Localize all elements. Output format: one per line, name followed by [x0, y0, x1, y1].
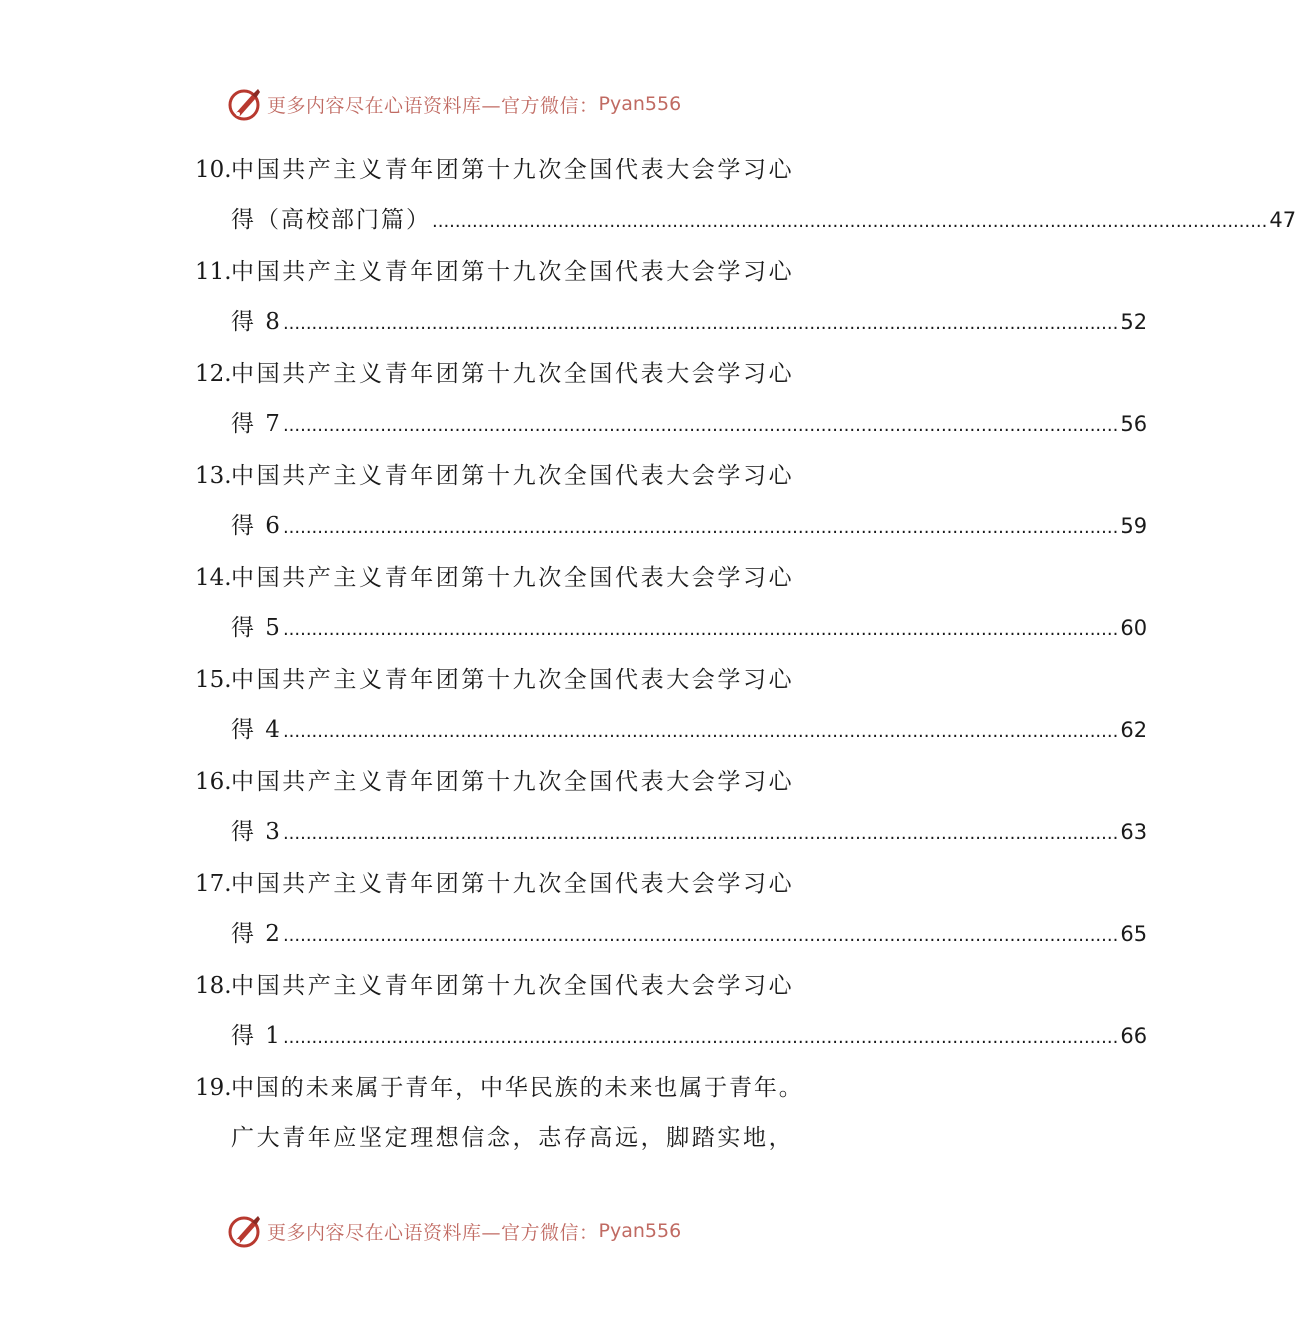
- toc-entry[interactable]: [195, 451, 1148, 553]
- entry-number: 16.: [195, 769, 232, 795]
- entry-title-cont: 得（高校部门篇）: [231, 207, 431, 233]
- toc-entry[interactable]: [195, 757, 1148, 859]
- entry-number: 19.: [195, 1075, 232, 1101]
- entry-title-cont: 得 1: [231, 1023, 282, 1049]
- banner-text: 更多内容尽在心语资料库—官方微信：: [267, 94, 599, 117]
- entry-number: 18.: [195, 973, 232, 999]
- pen-logo-icon: [227, 86, 263, 122]
- banner-wechat-id: Pyan556: [598, 1220, 682, 1242]
- page-number: 65: [1120, 922, 1148, 946]
- page-number: 59: [1120, 514, 1148, 538]
- entry-title: 中国共产主义青年团第十九次全国代表大会学习心: [231, 157, 795, 183]
- entry-title: 中国共产主义青年团第十九次全国代表大会学习心: [231, 565, 795, 591]
- page-number: 52: [1120, 310, 1148, 334]
- dot-leader: ..................................................................................................................................................: [282, 313, 1119, 334]
- entry-title: 中国共产主义青年团第十九次全国代表大会学习心: [231, 259, 795, 285]
- dot-leader: ..................................................................................................................................................: [282, 517, 1119, 538]
- entry-number: 17.: [195, 871, 232, 897]
- entry-title-cont: 得 4: [231, 717, 282, 743]
- dot-leader: ..................................................................................................................................................: [282, 1027, 1119, 1048]
- entry-title: 中国共产主义青年团第十九次全国代表大会学习心: [231, 871, 795, 897]
- entry-title-cont: 得 8: [231, 309, 282, 335]
- list-item-paragraph: [195, 1063, 815, 1163]
- toc-entry[interactable]: [195, 859, 1148, 961]
- entry-title-cont: 得 3: [231, 819, 282, 845]
- toc-entry[interactable]: [195, 655, 1148, 757]
- pen-logo-icon: [227, 1213, 263, 1249]
- entry-number: 15.: [195, 667, 232, 693]
- dot-leader: ..................................................................................................................................................: [432, 211, 1268, 232]
- toc-entry[interactable]: [195, 349, 1148, 451]
- entry-number: 11.: [195, 259, 232, 285]
- paragraph-line: 中国的未来属于青年，中华民族的未来也属于青年。: [231, 1075, 804, 1101]
- entry-number: 10.: [195, 157, 232, 183]
- dot-leader: ..................................................................................................................................................: [282, 823, 1119, 844]
- banner-wechat-id: Pyan556: [598, 93, 682, 115]
- banner-text: 更多内容尽在心语资料库—官方微信：: [267, 1221, 599, 1244]
- entry-title: 中国共产主义青年团第十九次全国代表大会学习心: [231, 667, 795, 693]
- entry-number: 12.: [195, 361, 232, 387]
- entry-title: 中国共产主义青年团第十九次全国代表大会学习心: [231, 973, 795, 999]
- header-banner: [227, 84, 681, 124]
- toc-entry[interactable]: [195, 247, 1148, 349]
- entry-title-cont: 得 5: [231, 615, 282, 641]
- entry-title: 中国共产主义青年团第十九次全国代表大会学习心: [231, 769, 795, 795]
- paragraph-line: 广大青年应坚定理想信念，志存高远，脚踏实地，: [231, 1125, 795, 1151]
- page-number: 47: [1269, 208, 1296, 232]
- toc-entry[interactable]: [195, 961, 1148, 1063]
- entry-number: 14.: [195, 565, 232, 591]
- entry-title-cont: 得 6: [231, 513, 282, 539]
- page-number: 60: [1120, 616, 1148, 640]
- entry-title-cont: 得 2: [231, 921, 282, 947]
- table-of-contents: [195, 145, 1296, 1163]
- dot-leader: ..................................................................................................................................................: [282, 721, 1119, 742]
- toc-entry[interactable]: [195, 145, 1296, 247]
- page-number: 66: [1120, 1024, 1148, 1048]
- dot-leader: ..................................................................................................................................................: [282, 619, 1119, 640]
- page-number: 56: [1120, 412, 1148, 436]
- entry-title: 中国共产主义青年团第十九次全国代表大会学习心: [231, 361, 795, 387]
- entry-title-cont: 得 7: [231, 411, 282, 437]
- entry-number: 13.: [195, 463, 232, 489]
- page-number: 63: [1120, 820, 1148, 844]
- toc-entry[interactable]: [195, 553, 1148, 655]
- dot-leader: ..................................................................................................................................................: [282, 925, 1119, 946]
- footer-banner: [227, 1211, 681, 1251]
- dot-leader: ..................................................................................................................................................: [282, 415, 1119, 436]
- page-number: 62: [1120, 718, 1148, 742]
- entry-title: 中国共产主义青年团第十九次全国代表大会学习心: [231, 463, 795, 489]
